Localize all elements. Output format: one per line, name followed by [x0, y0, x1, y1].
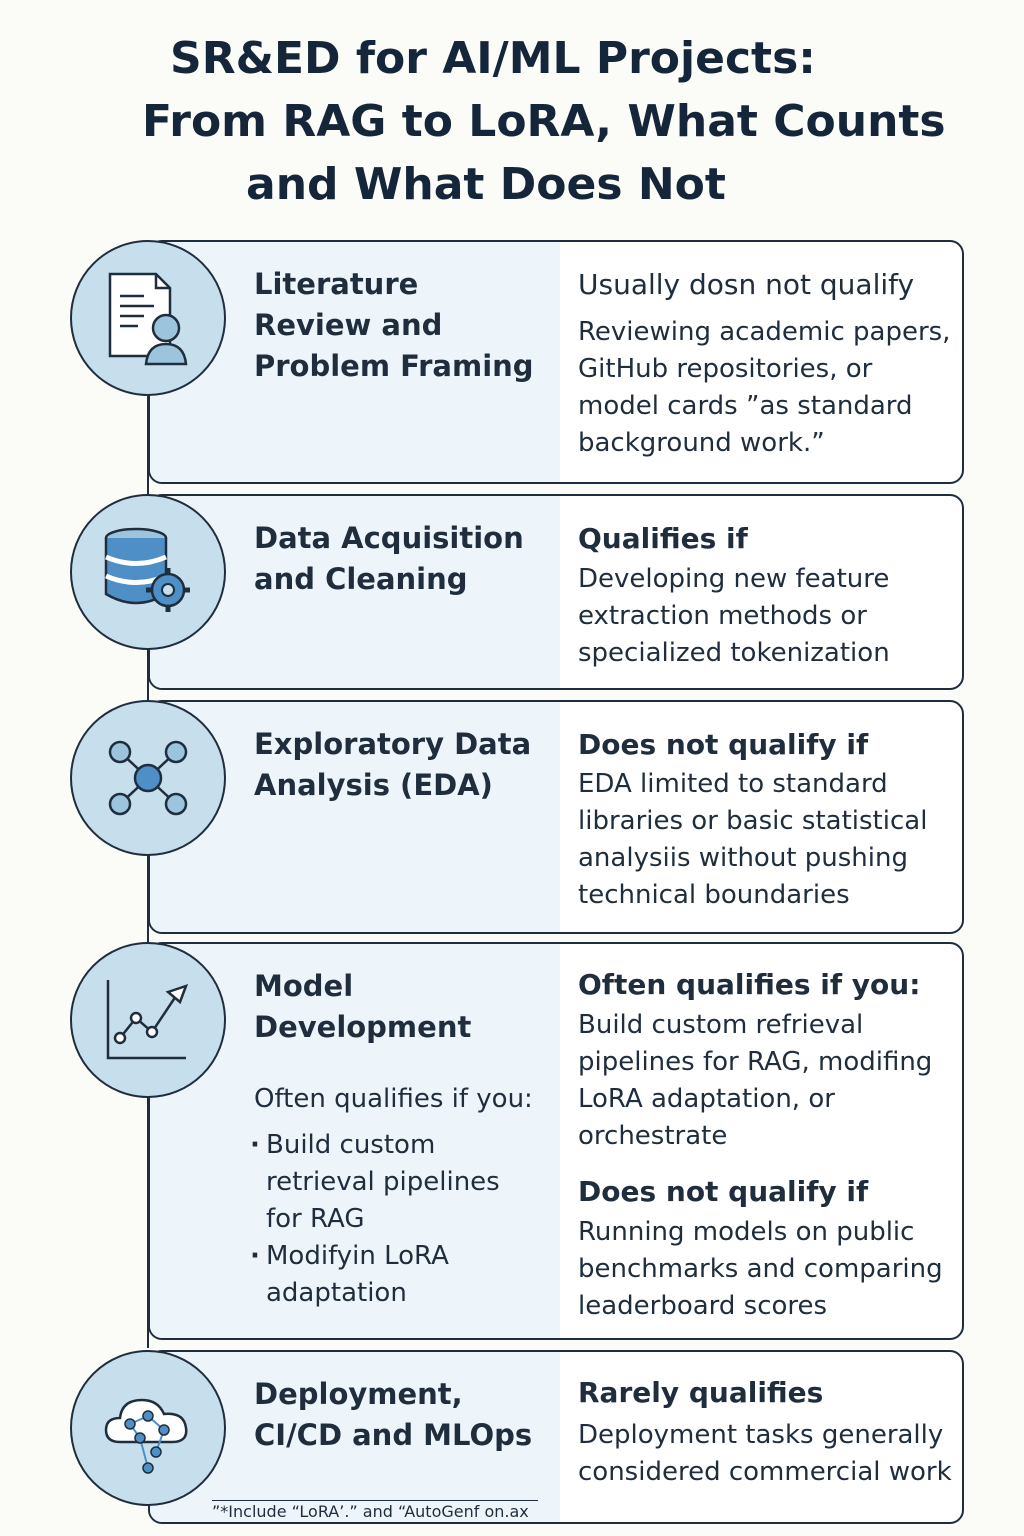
- list-item: · Build custom retrieval pipelines for RAG: [250, 1127, 516, 1238]
- stage-icon-circle: [70, 494, 226, 650]
- stage-title: Model Development: [254, 969, 472, 1044]
- stage-icon-circle: [70, 700, 226, 856]
- title-line-3: and What Does Not: [246, 159, 726, 210]
- stage-icon-circle: [70, 942, 226, 1098]
- stage-verdict: Qualifies if: [578, 522, 748, 555]
- stage-detail: EDA limited to standard libraries or basic statistical analysiis without pushing technical boundaries: [578, 769, 928, 910]
- network-nodes-icon: [100, 730, 196, 826]
- stage-detail: Developing new feature extraction methods or specialized tokenization: [578, 564, 890, 668]
- document-person-icon: [100, 270, 196, 366]
- stage-icon-circle: [70, 240, 226, 396]
- stage-detail: Reviewing academic papers, GitHub repositories, or model cards ”as standard background work.”: [578, 317, 951, 458]
- stage-left-subheading: Often qualifies if you:: [254, 1084, 533, 1114]
- footnote: ”*Include “LoRA’.” and “AutoGenf on.ax: [212, 1500, 538, 1523]
- stage-verdict: Often qualifies if you:: [578, 968, 921, 1001]
- line-chart-icon: [100, 972, 196, 1068]
- database-gear-icon: [100, 524, 196, 620]
- cloud-network-icon: [100, 1380, 196, 1476]
- stage-detail: Deployment tasks generally considered commercial work: [578, 1420, 952, 1487]
- stage-verdict: Usually dosn not qualify: [578, 268, 915, 301]
- stage-title: Exploratory Data Analysis (EDA): [254, 727, 532, 802]
- stage-detail: Build custom refrieval pipelines for RAG, modifing LoRA adaptation, or orchestrate: [578, 1010, 933, 1151]
- stage-title: Data Acquisition and Cleaning: [254, 521, 524, 596]
- stage-verdict-secondary: Does not qualify if: [578, 1175, 869, 1208]
- title-line-2: From RAG to LoRA, What Counts: [142, 96, 946, 147]
- stage-detail-secondary: Running models on public benchmarks and comparing leaderboard scores: [578, 1217, 943, 1321]
- title-line-1: SR&ED for AI/ML Projects:: [170, 33, 816, 84]
- stage-verdict: Does not qualify if: [578, 728, 869, 761]
- stage-left-bullets: [250, 1127, 550, 1312]
- stage-title: Literature Review and Problem Framing: [254, 267, 534, 383]
- stage-verdict: Rarely qualifies: [578, 1376, 824, 1409]
- list-item: · Modifyin LoRA adaptation: [250, 1238, 486, 1312]
- stage-icon-circle: [70, 1350, 226, 1506]
- stage-title: Deployment, CI/CD and MLOps: [254, 1377, 533, 1452]
